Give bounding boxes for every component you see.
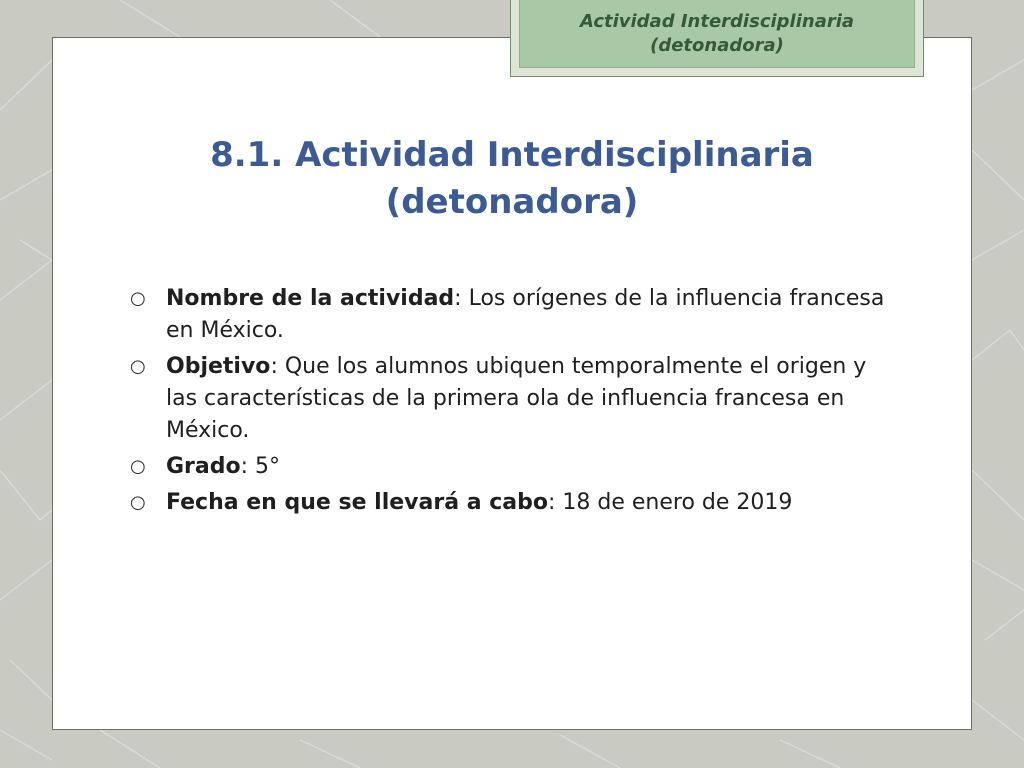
slide-title (52, 132, 972, 226)
slide-title-line-1: 8.1. Actividad Interdisciplinaria (210, 135, 814, 175)
bullet-item-activity-name (130, 283, 890, 347)
bullet-circle-icon: ○ (130, 356, 146, 377)
bullet-separator: : (270, 354, 278, 379)
bullet-text: Que los alumnos ubiquen temporalmente el origen y las características de la primera ola de influencia francesa en México. (166, 354, 867, 443)
bullet-text: 5° (248, 454, 281, 479)
header-tab (510, 0, 924, 77)
bullet-separator: : (240, 454, 249, 479)
bullet-label: Nombre de la actividad (166, 286, 455, 311)
bullet-text: 18 de enero de 2019 (555, 490, 793, 515)
bullet-item-grade (130, 451, 890, 483)
bullet-separator: : (547, 490, 556, 515)
bullet-item-objective (130, 351, 890, 447)
header-tab-line-2: (detonadora) (650, 34, 784, 56)
header-tab-line-1: Actividad Interdisciplinaria (579, 10, 855, 32)
bullet-text: Los orígenes de la influencia francesa en México. (166, 286, 885, 343)
bullet-item-date (130, 487, 890, 519)
bullet-circle-icon: ○ (130, 288, 146, 309)
bullet-list (130, 283, 890, 523)
bullet-circle-icon: ○ (130, 492, 146, 513)
bullet-label: Fecha en que se llevará a cabo (166, 490, 548, 515)
header-tab-label-box (519, 0, 915, 68)
slide-title-line-2: (detonadora) (385, 182, 639, 222)
bullet-circle-icon: ○ (130, 456, 146, 477)
bullet-separator: : (454, 286, 462, 311)
bullet-label: Grado (166, 454, 241, 479)
bullet-label: Objetivo (166, 354, 271, 379)
